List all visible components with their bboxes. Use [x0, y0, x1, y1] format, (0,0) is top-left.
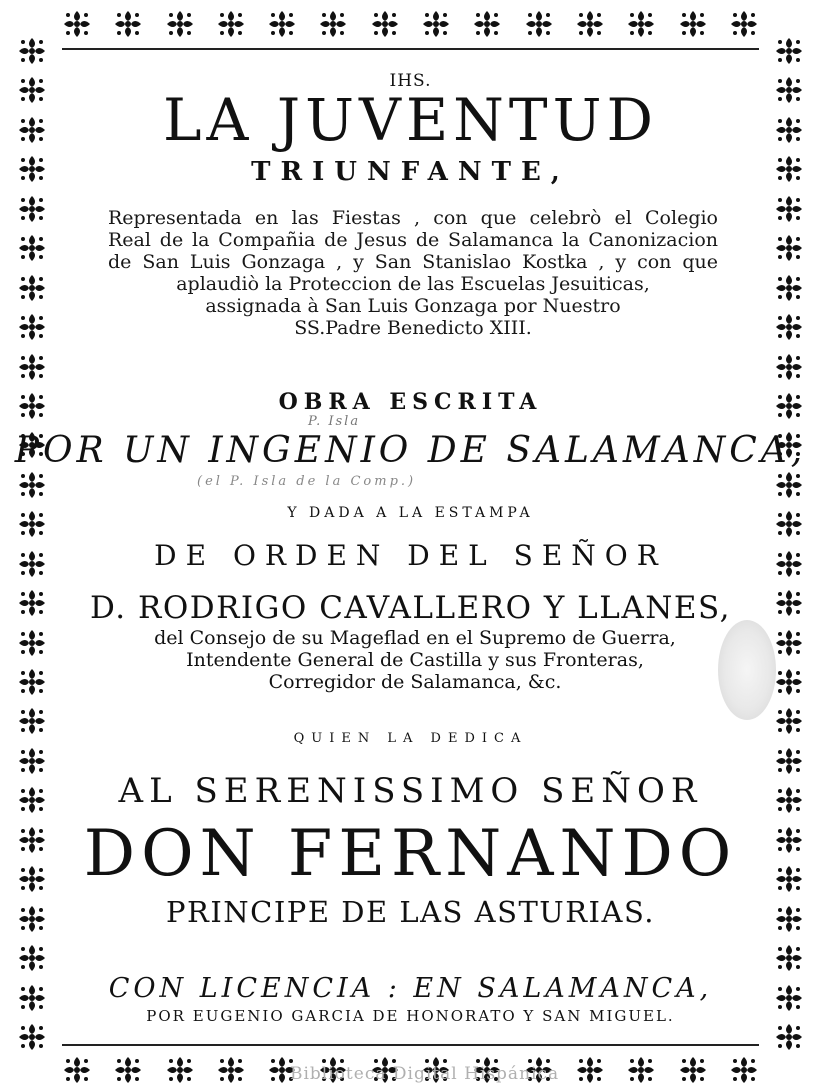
description-line: assignada à San Luis Gonzaga por Nuestro: [205, 295, 621, 317]
fleuron-icon: [62, 9, 92, 39]
fleuron-icon: [472, 9, 502, 39]
fleuron-icon: [216, 9, 246, 39]
fleuron-icon: [267, 9, 297, 39]
fleuron-icon: [165, 9, 195, 39]
credential-line: del Consejo de su Mageflad en el Supremo de Guerra,: [154, 627, 676, 649]
fleuron-icon: [421, 9, 451, 39]
bottom-rule: [62, 1044, 759, 1046]
printing-line: Y DADA A LA ESTAMPA: [287, 505, 534, 521]
license-line: CON LICENCIA : EN SALAMANCA,: [108, 973, 713, 1004]
fleuron-icon: [678, 1055, 708, 1085]
description-paragraph: [108, 207, 718, 339]
fleuron-icon: [17, 233, 47, 263]
top-rule: [62, 48, 759, 50]
dedicatee-rank: PRINCIPE DE LAS ASTURIAS.: [165, 895, 656, 929]
ihs-monogram: IHS.: [389, 71, 432, 91]
description-line: SS.Padre Benedicto XIII.: [294, 317, 532, 339]
fleuron-icon: [113, 1055, 143, 1085]
fleuron-icon: [17, 36, 47, 66]
credential-line: Intendente General de Castilla y sus Fronteras,: [186, 649, 644, 671]
title-line-1: LA JUVENTUD: [162, 86, 658, 154]
description-line: Real de la Compañia de Jesus de Salamanca la Canonizacion: [108, 229, 718, 251]
dedicatee-name: DON FERNANDO: [83, 817, 738, 891]
fleuron-icon: [774, 312, 804, 342]
fleuron-icon: [17, 352, 47, 382]
fleuron-icon: [774, 628, 804, 658]
handwritten-note: (el P. Isla de la Comp.): [197, 474, 417, 489]
fleuron-icon: [774, 36, 804, 66]
fleuron-icon: [216, 1055, 246, 1085]
fleuron-icon: [729, 1055, 759, 1085]
fleuron-icon: [17, 312, 47, 342]
title-line-2: TRIUNFANTE,: [251, 157, 570, 187]
top-ornament-border: [62, 4, 759, 44]
fleuron-icon: [774, 667, 804, 697]
dedicatee-title: AL SERENISSIMO SEÑOR: [118, 771, 703, 811]
printer-line: POR EUGENIO GARCIA DE HONORATO Y SAN MIGUEL.: [146, 1007, 675, 1025]
fleuron-icon: [626, 9, 656, 39]
fleuron-icon: [774, 194, 804, 224]
fleuron-icon: [17, 628, 47, 658]
fleuron-icon: [575, 1055, 605, 1085]
fleuron-icon: [17, 273, 47, 303]
fleuron-icon: [678, 9, 708, 39]
library-stamp: [718, 620, 776, 720]
fleuron-icon: [774, 470, 804, 500]
fleuron-icon: [774, 233, 804, 263]
fleuron-icon: [113, 9, 143, 39]
patron-credentials: [118, 627, 712, 693]
description-line: aplaudiò la Proteccion de las Escuelas Jesuiticas,: [176, 273, 650, 295]
fleuron-icon: [17, 470, 47, 500]
fleuron-icon: [17, 1022, 47, 1052]
fleuron-icon: [774, 943, 804, 973]
obra-escrita-heading: OBRA ESCRITA: [278, 389, 543, 415]
fleuron-icon: [370, 9, 400, 39]
handwritten-note: P. Isla: [308, 414, 361, 429]
description-line: Representada en las Fiestas , con que celebrò el Colegio: [108, 207, 718, 229]
fleuron-icon: [62, 1055, 92, 1085]
fleuron-icon: [17, 194, 47, 224]
order-line: DE ORDEN DEL SEÑOR: [154, 539, 667, 572]
library-watermark: Biblioteca Digital Hispánica: [290, 1064, 560, 1084]
fleuron-icon: [626, 1055, 656, 1085]
fleuron-icon: [729, 9, 759, 39]
author-line: POR UN INGENIO DE SALAMANCA,: [14, 430, 807, 471]
fleuron-icon: [17, 943, 47, 973]
fleuron-icon: [575, 9, 605, 39]
dedication-line: QUIEN LA DEDICA: [293, 731, 528, 746]
fleuron-icon: [318, 9, 348, 39]
patron-name: D. RODRIGO CAVALLERO Y LLANES,: [90, 590, 731, 626]
fleuron-icon: [17, 667, 47, 697]
fleuron-icon: [165, 1055, 195, 1085]
fleuron-icon: [774, 1022, 804, 1052]
description-line: de San Luis Gonzaga , y San Stanislao Kostka , y con que: [108, 251, 718, 273]
fleuron-icon: [774, 352, 804, 382]
fleuron-icon: [524, 9, 554, 39]
fleuron-icon: [774, 273, 804, 303]
credential-line: Corregidor de Salamanca, &c.: [268, 671, 562, 693]
